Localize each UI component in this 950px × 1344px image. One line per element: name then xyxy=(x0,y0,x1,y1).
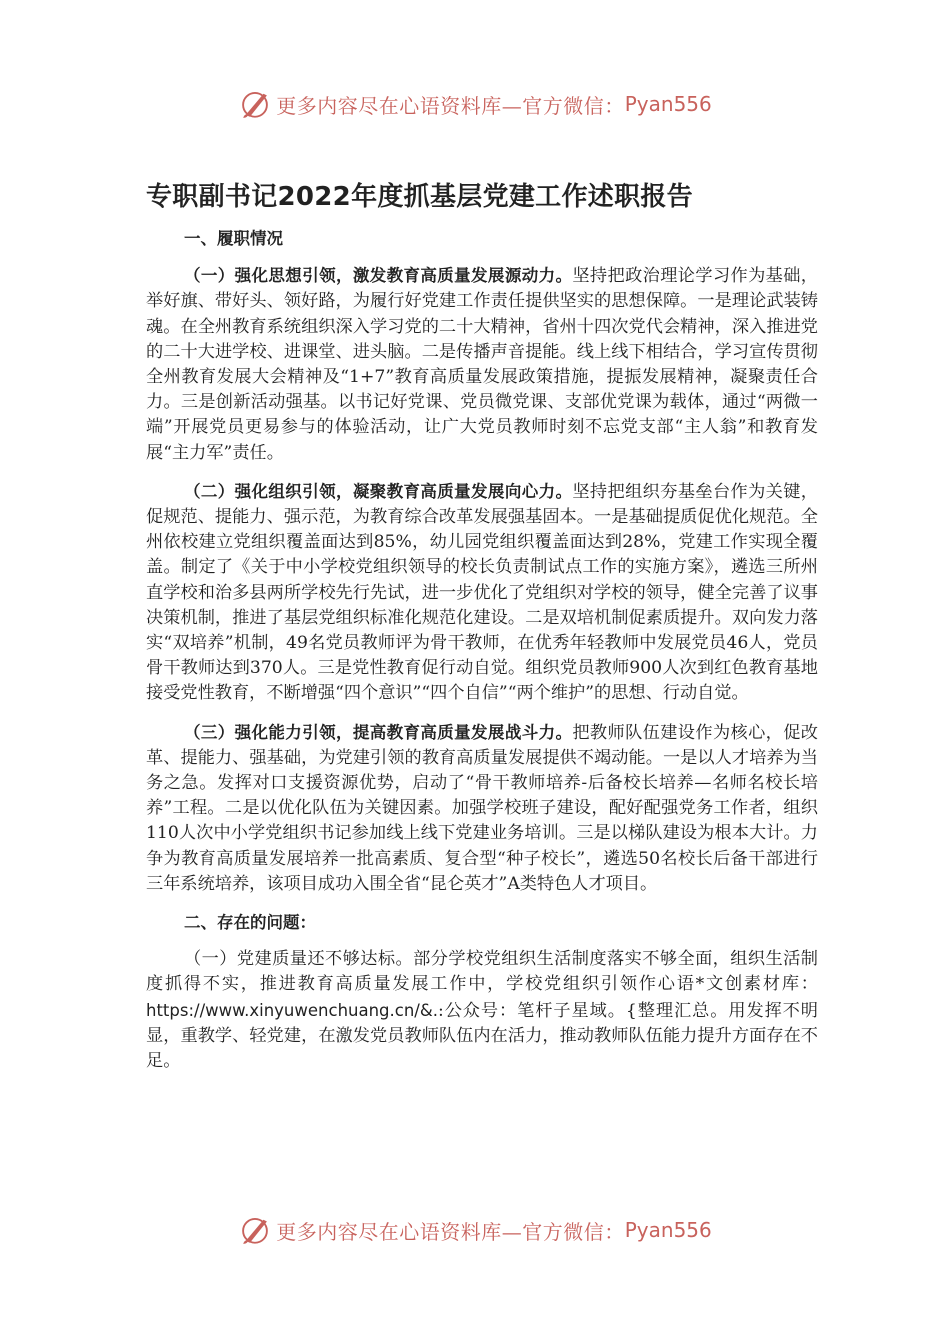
report-body xyxy=(146,226,818,1087)
paragraph-4-part-b: :公众号：笔杆子星域。{整理汇总。用发挥不明显，重教学、轻党建，在激发党员教师队伍内在活力，推动教师队伍能力提升方面存在不足。 xyxy=(146,1000,818,1072)
paragraph-3-lead: （三）强化能力引领，提高教育高质量发展战斗力。 xyxy=(184,722,573,742)
paragraph-4-url: https://www.xinyuwenchuang.cn/&. xyxy=(146,1000,438,1020)
banner-handle: Pyan556 xyxy=(624,92,712,116)
banner-handle: Pyan556 xyxy=(624,1218,712,1242)
pen-brush-logo-icon xyxy=(238,1213,272,1247)
pen-brush-logo-icon xyxy=(238,87,272,121)
banner-text: 更多内容尽在心语资料库—官方微信： xyxy=(276,93,625,118)
paragraph-1-lead: （一）强化思想引领，激发教育高质量发展源动力。 xyxy=(184,266,573,286)
section-heading-1: 一、履职情况 xyxy=(184,229,283,248)
footer-watermark-banner xyxy=(0,1210,950,1250)
paragraph-3 xyxy=(146,720,818,897)
paragraph-1-body: 坚持把政治理论学习作为基础，举好旗、带好头、领好路，为履行好党建工作责任提供坚实的思想保障。一是理论武装铸魂。在全州教育系统组织深入学习党的二十大精神，省州十四次党代会精神，深入推进党的二十大进学校、进课堂、进头脑。二是传播声音提能。线上线下相结合，学习宣传贯彻全州教育发展大会精神及“1+7”教育高质量发展政策措施，提振发展精神，凝聚责任合力。三是创新活动强基。以书记好党课、党员微党课、支部优党课为载体，通过“两微一端”开展党员更易参与的体验活动，让广大党员教师时刻不忘党支部“主人翁”和教育发展“主力军”责任。 xyxy=(146,266,818,463)
paragraph-3-body: 把教师队伍建设作为核心，促改革、提能力、强基础，为党建引领的教育高质量发展提供不竭动能。一是以人才培养为当务之急。发挥对口支援资源优势，启动了“骨干教师培养-后备校长培养—名师名校长培养”工程。二是以优化队伍为关键因素。加强学校班子建设，配好配强党务工作者，组织110人次中小学党组织书记参加线上线下党建业务培训。三是以梯队建设为根本大计。力争为教育高质量发展培养一批高素质、复合型“种子校长”，遴选50名校长后备干部进行三年系统培养，该项目成功入围全省“昆仑英才”A类特色人才项目。 xyxy=(146,722,818,894)
banner-text: 更多内容尽在心语资料库—官方微信： xyxy=(276,1219,625,1244)
header-watermark-banner xyxy=(0,84,950,124)
page-title: 专职副书记2022年度抓基层党建工作述职报告 xyxy=(146,182,693,212)
section-heading-2: 二、存在的问题： xyxy=(184,913,316,933)
paragraph-2-lead: （二）强化组织引领，凝聚教育高质量发展向心力。 xyxy=(184,481,573,501)
paragraph-2 xyxy=(146,479,818,707)
paragraph-4-part-a: （一）党建质量还不够达标。部分学校党组织生活制度落实不够全面，组织生活制度抓得不实，推进教育高质量发展工作中，学校党组织引领作心语*文创素材库： xyxy=(146,949,818,995)
paragraph-4 xyxy=(146,947,818,1074)
paragraph-1 xyxy=(146,263,818,466)
paragraph-2-body: 坚持把组织夯基垒台作为关键，促规范、提能力、强示范，为教育综合改革发展强基固本。一是基础提质促优化规范。全州依校建立党组织覆盖面达到85%，幼儿园党组织覆盖面达到28%，党建工作实现全覆盖。制定了《关于中小学校党组织领导的校长负责制试点工作的实施方案》，遴选三所州直学校和治多县两所学校先行先试，进一步优化了党组织对学校的领导，健全完善了议事决策机制，推进了基层党组织标准化规范化建设。二是双培机制促素质提升。双向发力落实“双培养”机制，49名党员教师评为骨干教师，在优秀年轻教师中发展党员46人，党员骨干教师达到370人。三是党性教育促行动自觉。组织党员教师900人次到红色教育基地接受党性教育，不断增强“四个意识”“四个自信”“两个维护”的思想、行动自觉。 xyxy=(146,481,818,704)
